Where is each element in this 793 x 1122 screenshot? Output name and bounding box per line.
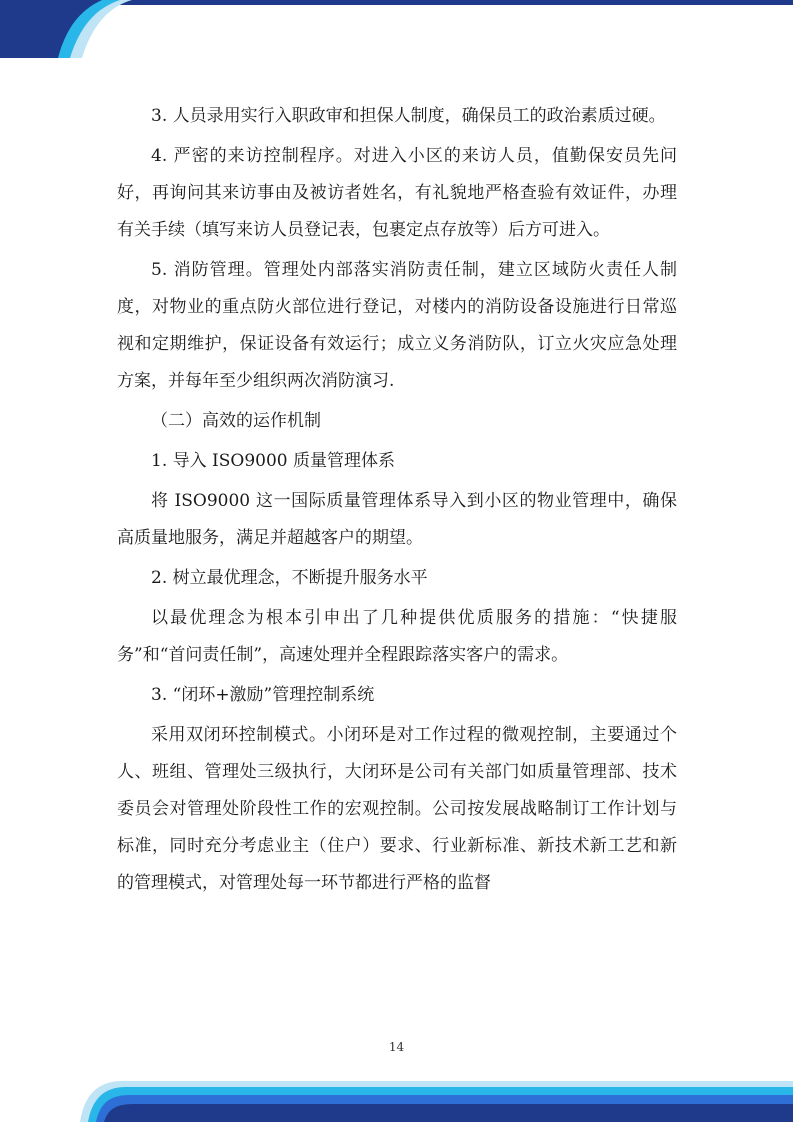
header-decoration xyxy=(0,0,793,60)
footer-decoration xyxy=(0,1075,793,1122)
document-body xyxy=(117,98,677,902)
paragraph-iso9000: 将 ISO9000 这一国际质量管理体系导入到小区的物业管理中，确保高质量地服务，满足并超越客户的期望。 xyxy=(117,491,677,548)
subheading-optimal-concept: 2. 树立最优理念，不断提升服务水平 xyxy=(151,568,428,588)
header-band xyxy=(116,0,793,5)
page-number: 14 xyxy=(388,1040,405,1054)
paragraph-fire-management: 5. 消防管理。管理处内部落实消防责任制，建立区域防火责任人制度，对物业的重点防火部位进行登记，对楼内的消防设备设施进行日常巡视和定期维护，保证设备有效运行；成立义务消防队，订立火灾应急处理方案，并每年至少组织两次消防演习. xyxy=(117,260,677,391)
paragraph-optimal-concept: 以最优理念为根本引申出了几种提供优质服务的措施：“快捷服务”和“首问责任制”，高速处理并全程跟踪落实客户的需求。 xyxy=(117,608,677,665)
paragraph-closed-loop: 采用双闭环控制模式。小闭环是对工作过程的微观控制，主要通过个人、班组、管理处三级执行，大闭环是公司有关部门如质量管理部、技术委员会对管理处阶段性工作的宏观控制。公司按发展战略制订工作计划与标准，同时充分考虑业主（住户）要求、行业新标准、新技术新工艺和新的管理模式，对管理处每一环节都进行严格的监督 xyxy=(117,725,677,893)
paragraph-personnel: 3. 人员录用实行入职政审和担保人制度，确保员工的政治素质过硬。 xyxy=(151,106,666,126)
footer-band-navy xyxy=(104,1104,793,1122)
paragraph-visitor-control: 4. 严密的来访控制程序。对进入小区的来访人员，值勤保安员先问好，再询问其来访事由及被访者姓名，有礼貌地严格查验有效证件，办理有关手续（填写来访人员登记表，包裹定点存放等）后方可进入。 xyxy=(117,146,677,240)
section-heading-operation: （二）高效的运作机制 xyxy=(151,411,321,431)
subheading-iso9000: 1. 导入 ISO9000 质量管理体系 xyxy=(151,451,395,471)
subheading-closed-loop: 3. “闭环+激励”管理控制系统 xyxy=(151,685,375,705)
